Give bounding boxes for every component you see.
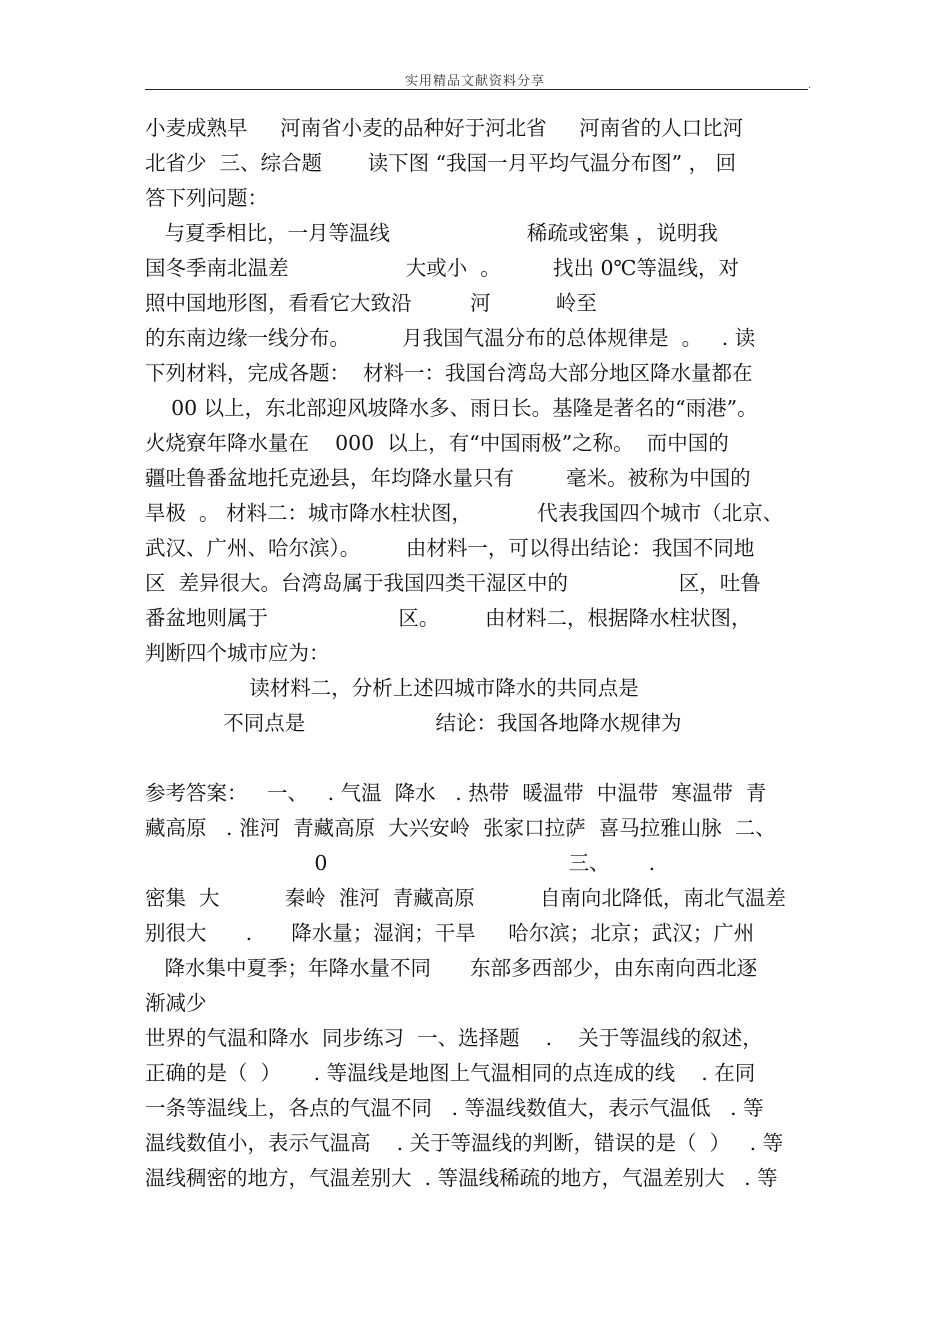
text-line: 正确的是（ ） . 等温线是地图上气温相同的点连成的线 . 在同 [145, 1061, 756, 1085]
text-line: 区 差异很大。台湾岛属于我国四类干湿区中的 区，吐鲁 [145, 571, 761, 595]
text-line: 温线数值小，表示气温高 . 关于等温线的判断，错误的是（ ） . 等 [145, 1131, 784, 1155]
text-line: 读材料二，分析上述四城市降水的共同点是 [145, 676, 639, 700]
text-line: 参考答案： 一、 . 气温 降水 . 热带 暖温带 中温带 寒温带 青 [145, 781, 767, 805]
text-line: 疆吐鲁番盆地托克逊县，年均降水量只有 毫米。被称为中国的 [145, 466, 751, 490]
document-body [145, 111, 808, 1196]
text-line: 火烧寮年降水量在 000 以上，有“中国雨极”之称。 而中国的 [145, 431, 729, 455]
text-line: 密集 大 秦岭 淮河 青藏高原 自南向北降低，南北气温差 [145, 886, 786, 910]
text-line: 小麦成熟早 河南省小麦的品种好于河北省 河南省的人口比河 [145, 116, 744, 140]
text-line: 降水集中夏季；年降水量不同 东部多西部少，由东南向西北逐 [145, 956, 758, 980]
text-line: 不同点是 结论：我国各地降水规律为 [145, 711, 682, 735]
text-line: 国冬季南北温差 大或小 。 找出 0℃等温线，对 [145, 256, 739, 280]
text-line: 番盆地则属于 区。 由材料二，根据降水柱状图， [145, 606, 752, 630]
text-line: 下列材料，完成各题： 材料一：我国台湾岛大部分地区降水量都在 [145, 361, 753, 385]
text-line: 渐减少 [145, 991, 207, 1015]
text-line: 的东南边缘一线分布。 月我国气温分布的总体规律是 。 . 读 [145, 326, 756, 350]
header-divider [145, 89, 808, 90]
text-line: 与夏季相比，一月等温线 稀疏或密集 ，说明我 [145, 221, 718, 245]
header-end-mark: . [808, 80, 812, 91]
text-line: 武汉、广州、哈尔滨）。 由材料一，可以得出结论：我国不同地 [145, 536, 755, 560]
text-line: 旱极 。 材料二：城市降水柱状图， 代表我国四个城市（北京、 [145, 501, 784, 525]
text-line: 藏高原 . 淮河 青藏高原 大兴安岭 张家口拉萨 喜马拉雅山脉 二、 [145, 816, 776, 840]
text-line [145, 741, 808, 776]
text-line: 一条等温线上，各点的气温不同 . 等温线数值大，表示气温低 . 等 [145, 1096, 764, 1120]
text-line: 照中国地形图，看看它大致沿 河 岭至 [145, 291, 597, 315]
text-line: 判断四个城市应为： [145, 641, 330, 665]
text-line: 世界的气温和降水 同步练习 一、选择题 . 关于等温线的叙述， [145, 1026, 763, 1050]
text-line: 答下列问题： [145, 186, 268, 210]
text-line: 00 以上，东北部迎风坡降水多、雨日长。基隆是著名的“雨港”。 [145, 396, 758, 420]
text-line: 0 三、 . [145, 851, 656, 875]
text-line: 别很大 . 降水量；湿润；干旱 哈尔滨；北京；武汉；广州 [145, 921, 755, 945]
text-line: 温线稠密的地方，气温差别大 . 等温线稀疏的地方，气温差别大 . 等 [145, 1166, 778, 1190]
page-header-title: 实用精品文献资料分享 [404, 74, 545, 89]
text-line: 北省少 三、综合题 读下图 “我国一月平均气温分布图” ， 回 [145, 151, 737, 175]
